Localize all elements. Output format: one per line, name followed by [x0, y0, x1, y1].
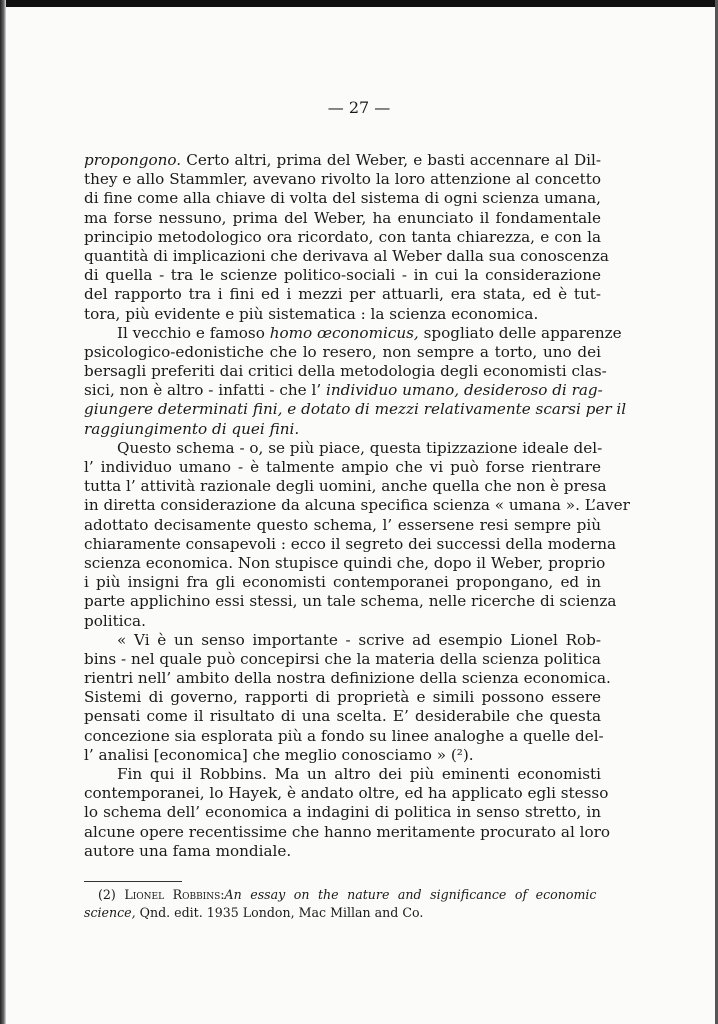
text-line	[84, 573, 601, 592]
text-segment: Il vecchio e famoso	[117, 323, 270, 342]
text-segment: l’ analisi [economica] che meglio conosciamo » (²).	[84, 745, 474, 764]
text-segment: adottato decisamente questo schema, l’ essersene resi sempre più	[84, 515, 601, 534]
footnote-author: Lionel Robbins	[124, 887, 221, 902]
footnote	[84, 886, 601, 922]
text-segment: in diretta considerazione da alcuna specifica scienza « umana ». L’aver	[84, 496, 630, 515]
footnote-title: An essay on the nature and significance of economic	[224, 887, 597, 902]
text-segment: spogliato delle apparenze	[418, 323, 622, 342]
text-segment: contemporanei, lo Hayek, è andato oltre, ed ha applicato egli stesso	[84, 784, 609, 803]
text-segment: di fine come alla chiave di volta del sistema di ogni scienza umana,	[84, 189, 601, 208]
text-line	[84, 553, 606, 573]
footnote-publication: Qnd. edit. 1935 London, Mac Millan and Co.	[135, 905, 424, 920]
text-segment: quantità di implicazioni che derivava al Weber dalla sua conoscenza	[84, 246, 609, 265]
text-line	[84, 305, 601, 324]
text-line	[84, 209, 601, 228]
text-line	[84, 592, 617, 611]
text-segment: politica.	[84, 611, 146, 630]
text-line	[84, 650, 601, 669]
footnote-line	[84, 904, 601, 922]
text-line	[84, 765, 601, 784]
text-segment: « Vi è un senso importante - scrive ad esempio Lionel Rob-	[117, 630, 601, 649]
text-segment: rientri nell’ ambito della nostra definizione della scienza economica.	[84, 669, 611, 688]
text-line	[84, 228, 601, 247]
text-segment: Fin qui il Robbins. Ma un altro dei più eminenti economisti	[117, 765, 601, 783]
text-segment: alcune opere recentissime che hanno meritamente procurato al loro	[84, 822, 611, 841]
text-segment: giungere determinati fini, e dotato di mezzi relativamente scarsi per il	[84, 400, 627, 419]
text-segment: chiaramente consapevoli : ecco il segreto dei successi della moderna	[84, 534, 617, 553]
text-line	[84, 669, 611, 688]
text-segment: l’ individuo umano - è talmente ampio che vi può forse rientrare	[84, 458, 601, 476]
text-line	[84, 496, 630, 515]
scan-top-border	[0, 0, 718, 7]
page-number: — 27 —	[327, 98, 391, 117]
text-line	[84, 612, 601, 631]
text-segment: bersagli preferiti dai critici della metodologia degli economisti clas-	[84, 362, 607, 381]
text-line	[84, 458, 601, 477]
footnote-separator: :	[220, 887, 225, 902]
text-segment: homo œconomicus,	[269, 323, 419, 342]
text-segment: i più insigni fra gli economisti contemporanei propongano, ed in	[84, 573, 601, 592]
text-line	[84, 534, 617, 554]
text-line	[84, 726, 604, 746]
text-line	[84, 688, 601, 707]
text-line	[84, 246, 609, 266]
text-segment: principio metodologico ora ricordato, con tanta chiarezza, e con la	[84, 227, 601, 246]
body-text	[84, 151, 630, 861]
text-segment: concezione sia esplorata più a fondo su linee analoghe a quelle del-	[84, 726, 604, 745]
text-segment: sici, non è altro - infatti - che l’	[84, 381, 327, 400]
text-segment: propongono.	[84, 151, 182, 169]
footnote-rule	[84, 881, 182, 882]
text-line	[84, 439, 601, 458]
text-segment: individuo umano, desideroso di rag-	[326, 381, 603, 400]
text-segment: di quella - tra le scienze politico-sociali - in cui la considerazione	[84, 266, 601, 285]
text-line	[84, 266, 601, 285]
scan-left-edge	[0, 0, 6, 1024]
footnote-title-cont: science,	[84, 905, 136, 920]
text-line	[84, 477, 607, 496]
text-segment: scienza economica. Non stupisce quindi che, dopo il Weber, proprio	[84, 553, 606, 572]
text-segment: parte applichino essi stessi, un tale schema, nelle ricerche di scienza	[84, 592, 617, 611]
text-line	[84, 400, 627, 419]
text-line	[84, 323, 622, 343]
text-line	[84, 285, 601, 304]
text-segment: Questo schema - o, se più piace, questa tipizzazione ideale del-	[117, 438, 603, 457]
text-segment: raggiungimento di quei fini.	[84, 419, 300, 438]
text-segment: tutta l’ attività razionale degli uomini, anche quella che non è presa	[84, 477, 607, 496]
text-segment: psicologico-edonistiche che lo resero, non sempre a torto, uno dei	[84, 342, 601, 361]
text-segment: tora, più evidente e più sistematica : la scienza economica.	[84, 304, 539, 323]
text-line	[84, 362, 607, 381]
text-line	[84, 381, 601, 400]
text-line	[84, 784, 609, 803]
text-line	[84, 343, 601, 362]
text-segment: lo schema dell’ economica a indagini di politica in senso stretto, in	[84, 803, 601, 822]
text-line	[84, 707, 601, 726]
text-line	[84, 189, 601, 208]
text-segment: ma forse nessuno, prima del Weber, ha enunciato il fondamentale	[84, 208, 601, 227]
text-line	[84, 746, 601, 765]
text-segment: pensati come il risultato di una scelta. E’ desiderabile che questa	[84, 707, 601, 726]
text-line	[84, 516, 601, 535]
text-line	[84, 631, 601, 650]
text-segment: del rapporto tra i fini ed i mezzi per attuarli, era stata, ed è tut-	[84, 285, 601, 304]
footnote-marker: (2)	[98, 887, 125, 902]
text-segment: autore una fama mondiale.	[84, 841, 292, 860]
text-line	[84, 170, 601, 189]
text-line	[84, 822, 611, 842]
footnote-line	[84, 886, 601, 904]
text-line	[84, 803, 601, 822]
text-segment: they e allo Stammler, avevano rivolto la loro attenzione al concetto	[84, 170, 601, 189]
text-line	[84, 420, 601, 439]
text-segment: Certo altri, prima del Weber, e basti accennare al Dil-	[181, 151, 601, 169]
text-line	[84, 842, 601, 861]
text-segment: Sistemi di governo, rapporti di proprietà e simili possono essere	[84, 688, 601, 707]
text-segment: bins - nel quale può concepirsi che la materia della scienza politica	[84, 649, 601, 668]
text-line	[84, 151, 601, 170]
